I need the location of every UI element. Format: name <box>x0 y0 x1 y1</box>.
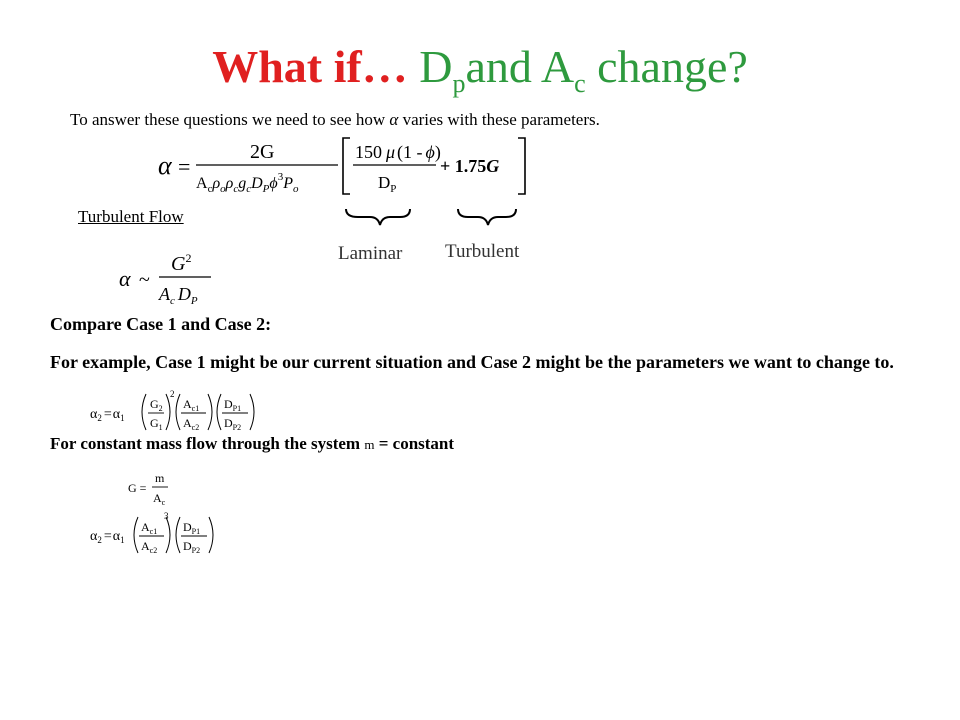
eq1-alpha2: $\alpha_2 =\alpha_1$ <box>90 407 125 423</box>
eq1-dp1: $D_{P1}$ <box>224 397 242 413</box>
eq-alpha: α <box>158 151 172 180</box>
laminar-brace <box>346 209 410 225</box>
turb-num: $G^2$ <box>171 251 192 275</box>
eq2-ac1: $A_{c1}$ <box>141 520 158 536</box>
title-params: $D_pand$ $A_c$ change? <box>419 41 748 98</box>
g-eq-g: G = <box>128 481 147 495</box>
eq1-exp: 2 <box>170 389 175 399</box>
g-eq-den: $A_c$ <box>153 491 166 507</box>
eq2-alpha2: $\alpha_2 =\alpha_1$ <box>90 529 125 545</box>
eq1-dp2: $D_{P2}$ <box>224 416 242 432</box>
turbulent-flow-heading: Turbulent Flow <box>78 207 184 226</box>
underbraces <box>340 205 520 235</box>
intro-text: To answer these questions we need to see how α varies with these parameters. <box>70 110 600 129</box>
eq-left-bracket <box>343 138 350 194</box>
eq1-paren-l1 <box>142 394 146 430</box>
turb-den: $A_c$ $D_P$ <box>159 284 198 307</box>
eq-den2: $D_P$ <box>378 173 397 195</box>
g-eq-num: m <box>155 471 165 485</box>
turbulent-brace <box>458 209 516 225</box>
compare-heading: Compare Case 1 and Case 2: <box>50 314 272 334</box>
turb-tilde: ~ <box>139 269 150 291</box>
ratio-equation-2 <box>88 512 288 560</box>
eq1-ac1: $A_{c1}$ <box>183 397 200 413</box>
eq-denominator: $A_c\rho_o\rho_cg_cD_P\phi^3P_o$ <box>196 171 299 195</box>
title-question: What if… <box>212 41 408 92</box>
g-equation <box>126 470 186 510</box>
eq-equals: = <box>178 154 191 179</box>
eq-turbulent-term: + 1.75G <box>440 156 500 176</box>
eq1-g2: $G_2$ <box>150 397 163 413</box>
eq1-g1: $G_1$ <box>150 416 163 432</box>
slide-title <box>0 40 960 111</box>
example-text: For example, Case 1 might be our current situation and Case 2 might be the parameters we want to change to. <box>50 352 894 372</box>
ratio-equation-1 <box>88 388 288 438</box>
main-equation <box>150 132 550 202</box>
eq-num-2G: 2G <box>250 141 275 163</box>
eq2-exp: 3 <box>164 512 169 521</box>
eq-num2: 150 μ (1 - ϕ) <box>355 142 441 162</box>
eq1-paren-r1 <box>166 394 170 430</box>
mdot-symbol: m <box>364 437 375 452</box>
turbulent-equation <box>115 246 225 310</box>
turb-alpha: α <box>119 266 131 291</box>
turbulent-label: Turbulent <box>445 241 520 262</box>
laminar-label: Laminar <box>338 243 403 264</box>
constant-mass-flow-text: For constant mass flow through the system m = constant <box>50 434 455 453</box>
eq2-dp1: $D_{P1}$ <box>183 520 201 536</box>
eq2-ac2: $A_{c2}$ <box>141 539 158 555</box>
eq-right-bracket <box>518 138 525 194</box>
eq1-ac2: $A_{c2}$ <box>183 416 200 432</box>
eq2-dp2: $D_{P2}$ <box>183 539 201 555</box>
